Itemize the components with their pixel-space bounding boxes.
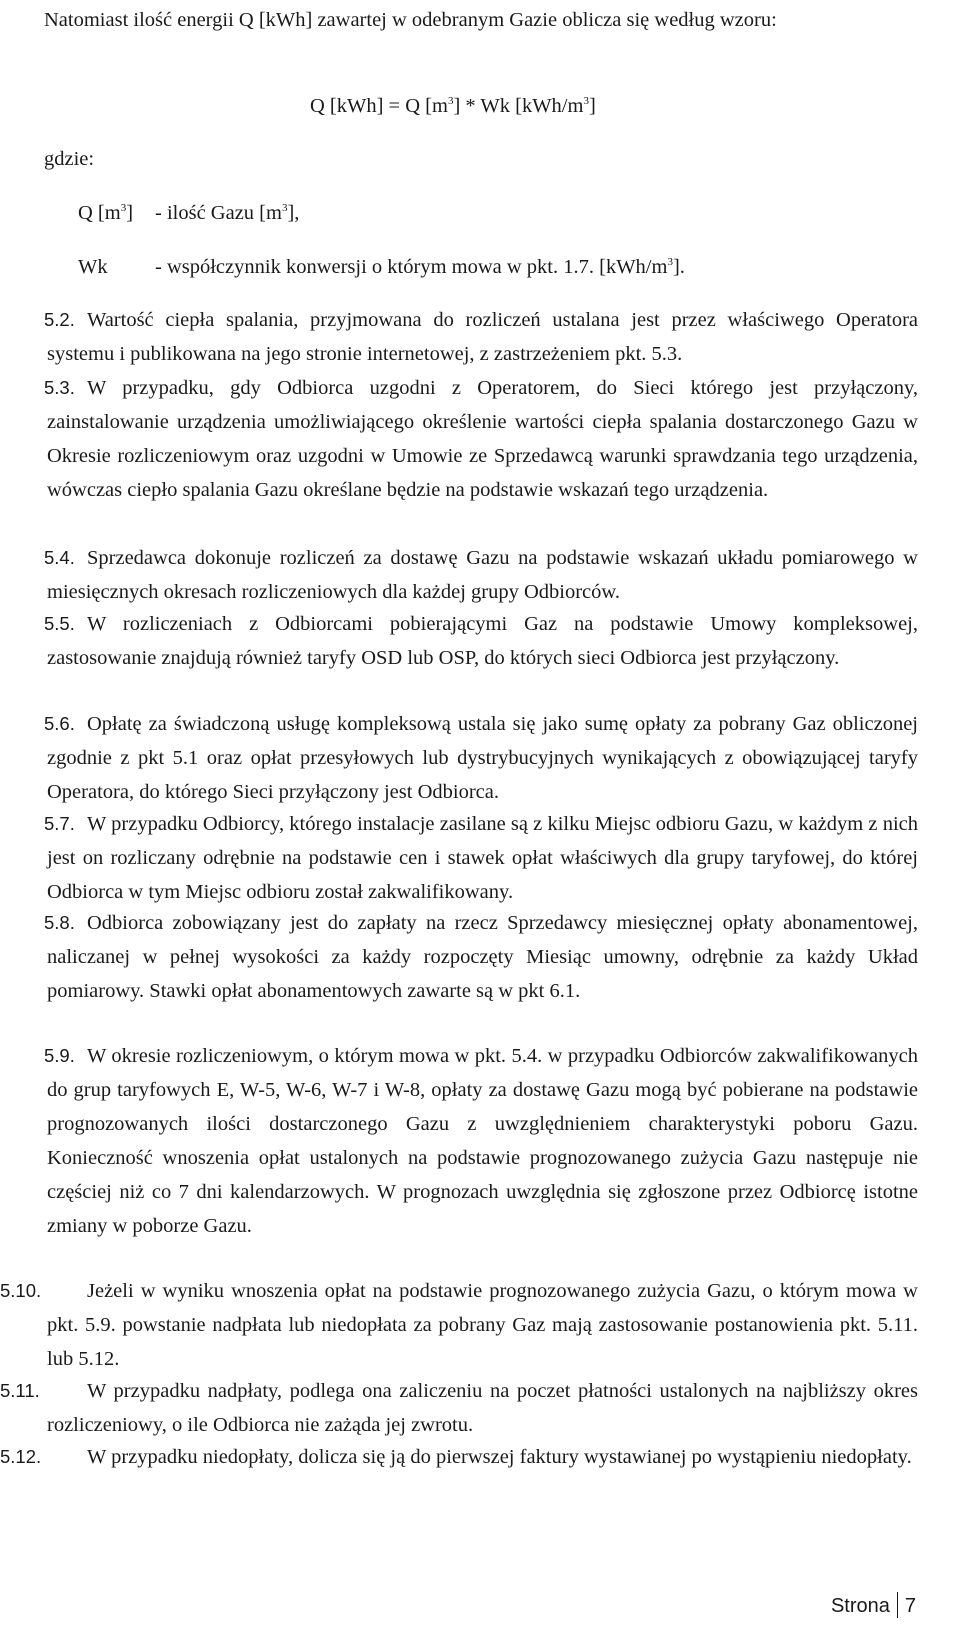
formula-part-1: Q [kWh] = Q [m: [310, 95, 448, 117]
definition-term-wk: Wk: [78, 256, 108, 278]
paragraph-text: Wartość ciepła spalania, przyjmowana do rozliczeń ustalana jest przez właściwego Operatora systemu i publikowana na jego stronie internetowej, z zastrzeżeniem pkt. 5.3.: [47, 309, 918, 365]
paragraph-text: W okresie rozliczeniowym, o którym mowa w pkt. 5.4. w przypadku Odbiorców zakwalifikowanych do grup taryfowych E, W-5, W-6, W-7 i W-8, opłaty za dostawę Gazu mogą być pobierane na podstawie prognozowanych ilości dostarczonego Gazu z uwzględnieniem charakterystyki poboru Gazu. Konieczność wnoszenia opłat ustalonych na podstawie prognozowanego zużycia Gazu następuje nie częściej niż co 7 dni kalendarzowych. W prognozach uwzględnia się zgłoszone przez Odbiorcę istotne zmiany w poborze Gazu.: [47, 1045, 918, 1237]
footer-divider: [897, 1592, 898, 1618]
where-label: gdzie:: [44, 148, 95, 170]
paragraph-text: Jeżeli w wyniku wnoszenia opłat na podstawie prognozowanego zużycia Gazu, o którym mowa w pkt. 5.9. powstanie nadpłata lub niedopłata za pobrany Gaz mają zastosowanie postanowienia pkt. 5.11. lub 5.12.: [47, 1280, 918, 1370]
paragraph-number: 5.12.: [0, 1446, 42, 1467]
paragraph-text: Odbiorca zobowiązany jest do zapłaty na rzecz Sprzedawcy miesięcznej opłaty abonamentowej, naliczanej w pełnej wysokości za każdy rozpoczęty Miesiąc umowny, odrębnie za każdy Układ pomiarowy. Stawki opłat abonamentowych zawarte są w pkt 6.1.: [47, 912, 918, 1002]
paragraph-text: Sprzedawca dokonuje rozliczeń za dostawę Gazu na podstawie wskazań układu pomiarowego w miesięcznych okresach rozliczeniowych dla każdej grupy Odbiorców.: [47, 547, 918, 603]
intro-text: Natomiast ilość energii Q [kWh] zawartej w odebranym Gazie oblicza się według wzoru:: [44, 9, 777, 31]
paragraph-text: W przypadku niedopłaty, dolicza się ją do pierwszej faktury wystawianej po wystąpieniu niedopłaty.: [87, 1446, 912, 1468]
paragraph-number: 5.10.: [0, 1280, 42, 1301]
paragraph-number: 5.4.: [44, 547, 75, 568]
formula-part-3: ]: [588, 95, 596, 117]
paragraph-number: 5.6.: [44, 713, 75, 734]
formula-exponent-2: 3: [583, 95, 589, 107]
paragraph-5-10: [0, 1274, 918, 1376]
paragraph-number: 5.5.: [44, 613, 75, 634]
definition-term-q: Q $[m^3]$: [78, 202, 134, 224]
page-number: 7: [904, 1595, 916, 1617]
paragraph-5-11: [0, 1374, 918, 1442]
paragraph-5-4: [44, 541, 918, 609]
page-label: Strona: [830, 1595, 890, 1617]
paragraph-text: Opłatę za świadczoną usługę kompleksową ustala się jako sumę opłaty za pobrany Gaz obliczonej zgodnie z pkt 5.1 oraz opłat przesyłowych lub dystrybucyjnych wynikających z obowiązującej taryfy Operatora, do którego Sieci przyłączony jest Odbiorca.: [47, 713, 918, 803]
formula-part-2: ] * Wk [kWh/m: [453, 95, 584, 117]
paragraph-5-6: [44, 707, 918, 809]
paragraph-text: W rozliczeniach z Odbiorcami pobierającymi Gaz na podstawie Umowy kompleksowej, zastosowanie znajdują również taryfy OSD lub OSP, do których sieci Odbiorca jest przyłączony.: [47, 613, 918, 669]
paragraph-number: 5.11.: [0, 1380, 40, 1401]
conversion-formula: [310, 89, 596, 123]
paragraph-number: 5.2.: [44, 309, 75, 330]
paragraph-5-3: [44, 371, 918, 507]
formula-exponent-1: 3: [447, 95, 454, 107]
paragraph-number: 5.9.: [44, 1045, 75, 1066]
paragraph-number: 5.8.: [44, 912, 75, 933]
definition-desc-q: - ilość Gazu $[m^3]$,: [155, 202, 300, 224]
paragraph-text: W przypadku Odbiorcy, którego instalacje zasilane są z kilku Miejsc odbioru Gazu, w każdym z nich jest on rozliczany odrębnie na podstawie cen i stawek opłat właściwych dla grupy taryfowej, do której Odbiorca w tym Miejsc odbioru został zakwalifikowany.: [47, 813, 918, 903]
definition-desc-wk: - współczynnik konwersji o którym mowa w pkt. 1.7. $[kWh/m^3]$.: [155, 256, 685, 278]
paragraph-text: W przypadku, gdy Odbiorca uzgodni z Operatorem, do Sieci którego jest przyłączony, zainstalowanie urządzenia umożliwiającego określenie wartości ciepła spalania dostarczonego Gazu w Okresie rozliczeniowym oraz uzgodni w Umowie ze Sprzedawcą warunki sprawdzania tego urządzenia, wówczas ciepło spalania Gazu określane będzie na podstawie wskazań tego urządzenia.: [47, 377, 918, 501]
paragraph-number: 5.7.: [44, 813, 75, 834]
paragraph-5-7: [44, 807, 918, 909]
paragraph-number: 5.3.: [44, 377, 75, 398]
paragraph-5-9: [44, 1039, 918, 1243]
paragraph-text: W przypadku nadpłaty, podlega ona zaliczeniu na poczet płatności ustalonych na najbliższy okres rozliczeniowy, o ile Odbiorca nie zażąda jej zwrotu.: [47, 1380, 918, 1436]
paragraph-5-5: [44, 607, 918, 675]
paragraph-5-8: [44, 906, 918, 1008]
paragraph-5-2: [44, 303, 918, 371]
page-footer: [831, 1592, 916, 1618]
paragraph-5-12: [0, 1440, 918, 1474]
